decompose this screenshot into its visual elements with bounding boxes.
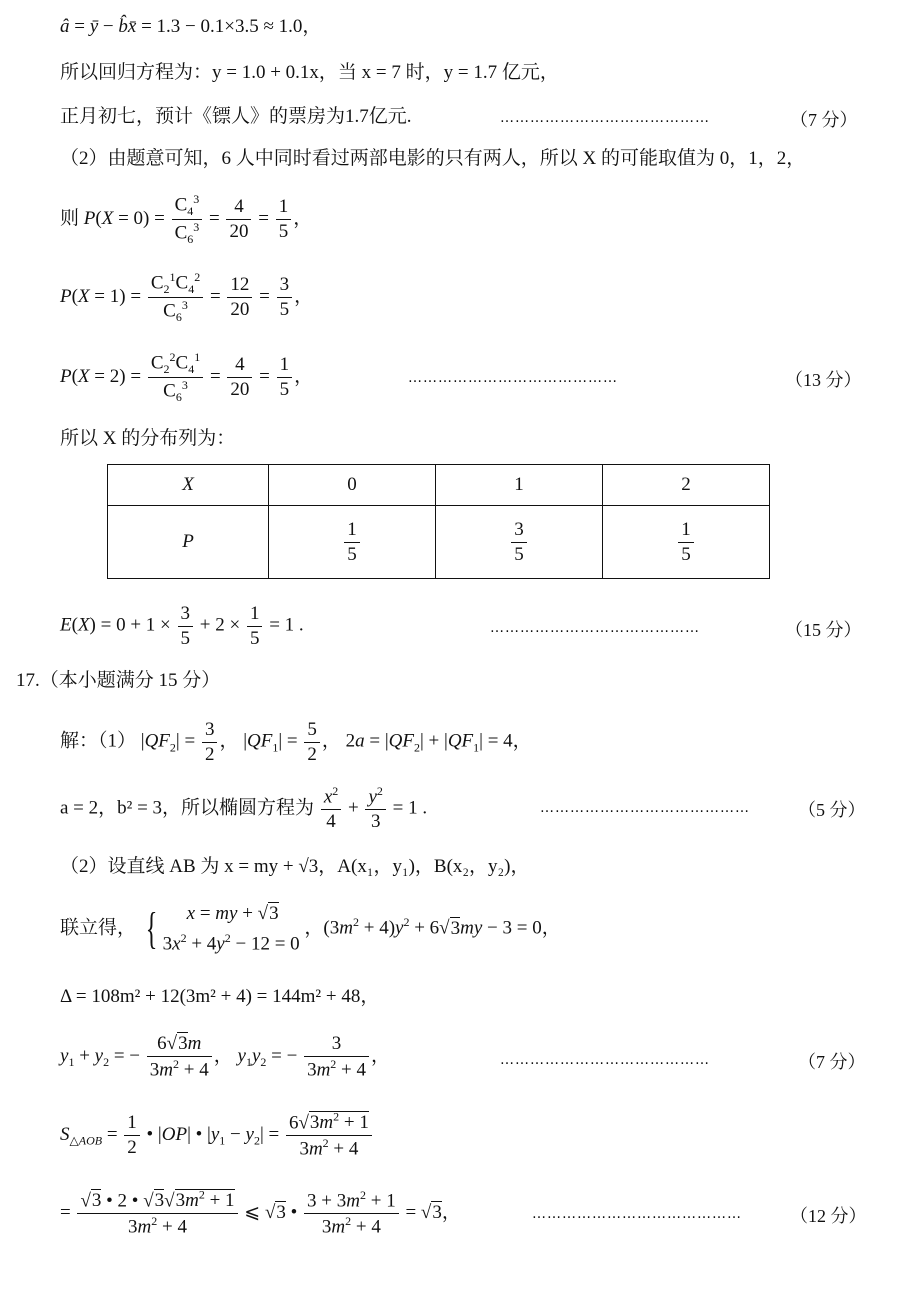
then-label: 则 [60,207,80,229]
dot-leader: …………………………………… [540,800,750,816]
ellipse-prefix: a = 2，b² = 3，所以椭圆方程为 [60,797,315,819]
q17-title: 17.（本小题满分 15 分） [16,670,221,691]
p-x-2: P(X = 2) = $\frac{C_2^2C_4^1}{C_6^3}$ = $\frac{4}{20}$ = $\frac{1}{5}$ ， [60,350,314,405]
dot-leader: …………………………………… [490,620,700,636]
table-header-0: 0 [269,465,436,506]
part2-intro: （2）由题意可知，6 人中同时看过两部电影的只有两人，所以 X 的可能取值为 0，1，2， [60,148,806,169]
table-cell: $\frac{3}{5}$ [436,506,603,579]
regression-line: 所以回归方程为：y = 1.0 + 0.1x，当 x = 7 时，y = 1.7 亿元， [60,62,559,83]
solve-part1: 解：（1） $|QF_2|$ = $\frac{3}{2}$ ， $|QF_1|$ = $\frac{5}{2}$ ， $2a = |QF_2| + |QF_1| = 4$， [60,719,532,765]
table-row-label: P [108,506,269,579]
ellipse-equation: a = 2，b² = 3，所以椭圆方程为 $\frac{x^2}{4}$ + $\frac{y^2}{3}$ = 1 . [60,784,428,833]
score-13: （13 分） [785,370,862,390]
p-x-0: 则 P(X = 0) = $\frac{C_4^3}{C_6^3}$ = $\frac{4}{20}$ = $\frac{1}{5}$ ， [60,192,313,247]
area-formula: $S_{\triangle AOB}$ = $\frac{1}{2}$ • |OP| • $|y_1 - y_2|$ = $\frac{6√3m^2 + 1}{3m^2 + 4}$ [60,1110,374,1161]
p-x-1: P(X = 1) = $\frac{C_2^1C_4^2}{C_6^3}$ = $\frac{12}{20}$ = $\frac{3}{5}$ ， [60,270,314,325]
area-inequality: = $\frac{√3 • 2 • √3√3m^2 + 1}{3m^2 + 4}$ ⩽ √3 • $\frac{3 + 3m^2 + 1}{3m^2 + 4}$ = √3， [60,1188,461,1238]
table-header-x: X [108,465,269,506]
delta-line: Δ = 108m² + 12(3m² + 4) = 144m² + 48， [60,986,380,1007]
table-header-1: 1 [436,465,603,506]
distribution-table [107,464,770,579]
dot-leader: …………………………………… [532,1206,742,1222]
expectation: E(X) = 0 + 1 × $\frac{3}{5}$ + 2 × $\frac{1}{5}$ = 1 . [60,603,304,649]
table-header-2: 2 [603,465,770,506]
table-cell: $\frac{1}{5}$ [269,506,436,579]
combined-system: 联立得， { x = my + √3 $3x^2 + 4y^2 - 12 = 0$ ，$(3m^2 + 4)y^2 + 6√3my - 3 = 0$， [60,903,561,954]
table-cell: $\frac{1}{5}$ [603,506,770,579]
combine-label: 联立得， [60,917,137,939]
a-hat-equation: â = ȳ − b̂x̄ = 1.3 − 0.1×3.5 ≈ 1.0， [60,16,322,37]
score-12: （12 分） [790,1206,867,1226]
dot-leader: …………………………………… [500,110,710,126]
score-5: （5 分） [798,800,866,820]
solve-label: 解：（1） [60,730,137,752]
score-7a: （7 分） [790,110,858,130]
dot-leader: …………………………………… [500,1052,710,1068]
vieta-relations: $y_1 + y_2$ = − $\frac{6√3m}{3m^2 + 4}$ ， $y_1y_2$ = − $\frac{3}{3m^2 + 4}$ ， [60,1033,391,1081]
score-7b: （7 分） [798,1052,866,1072]
distribution-intro: 所以 X 的分布列为： [60,428,236,449]
prediction-line: 正月初七，预计《镖人》的票房为1.7亿元. [60,106,412,127]
line-ab-setup: （2）设直线 AB 为 x = my + √3，A(x₁，y₁)，B(x₂，y₂)， [60,856,530,877]
dot-leader: …………………………………… [408,370,618,386]
score-15: （15 分） [785,620,862,640]
